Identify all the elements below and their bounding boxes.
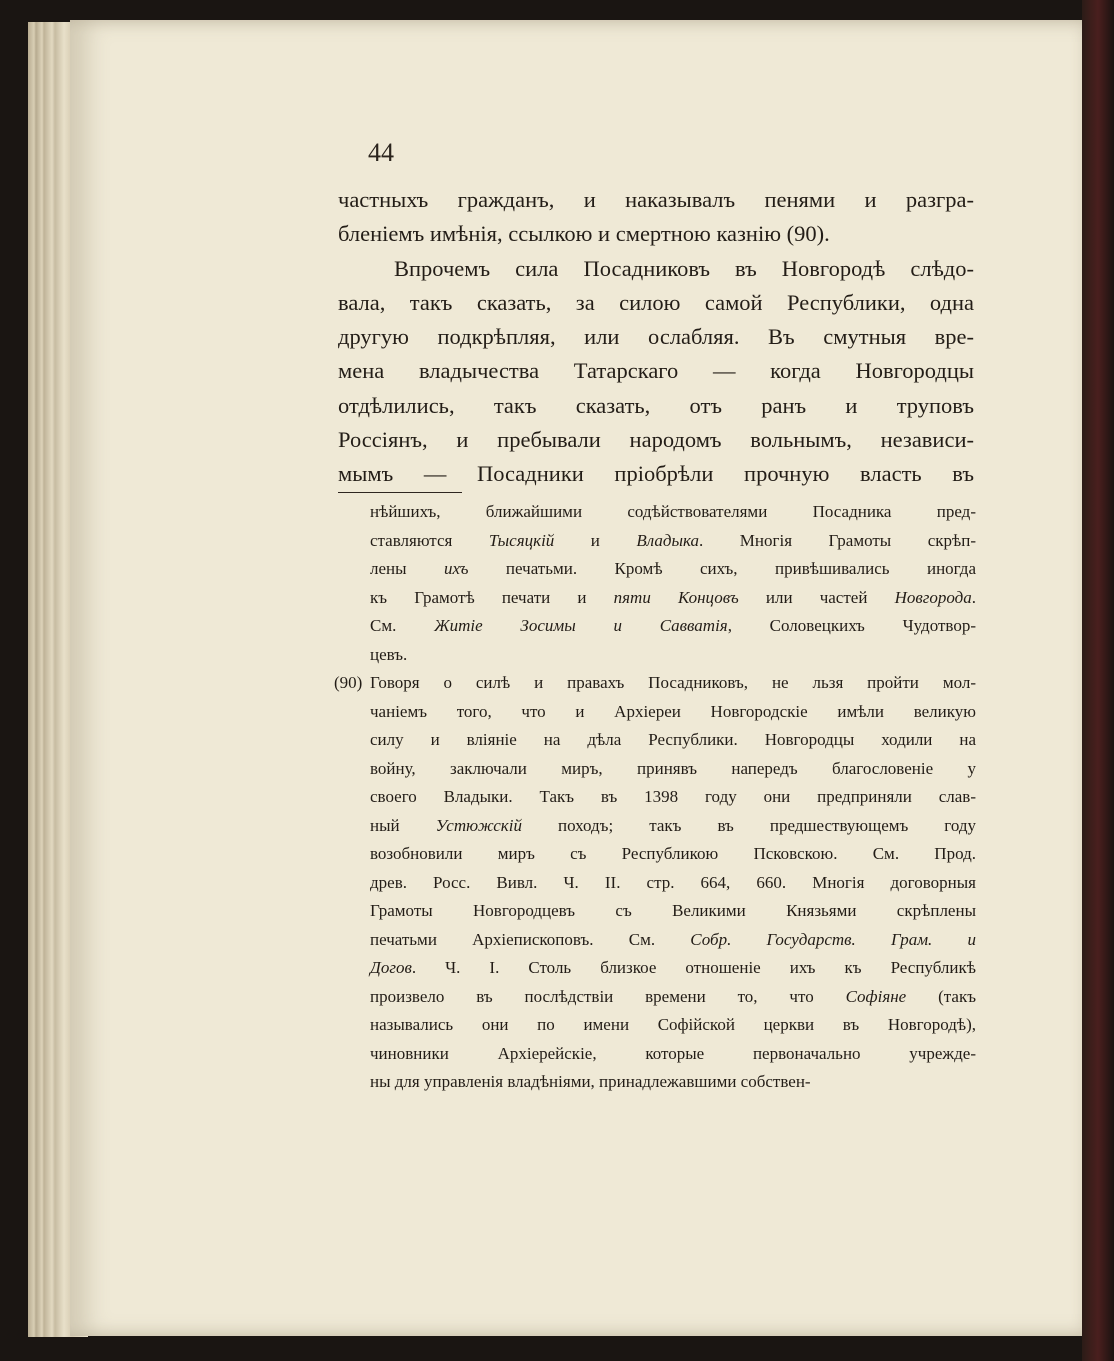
text-segment: (такъ	[906, 986, 976, 1006]
text-segment: Грамоты Новгородцевъ съ Великими Князьями скрѣплены	[370, 901, 976, 920]
footnote-line	[334, 669, 976, 698]
footnote-line	[334, 498, 976, 527]
italic-text: Владыка	[636, 530, 700, 550]
text-segment: древ. Росс. Вивл. Ч. II. стр. 664, 660. Многія договорныя	[370, 872, 976, 892]
main-text-line: бленіемъ имѣнія, ссылкою и смертною казнію (90).	[338, 221, 830, 247]
text-segment: или частей	[738, 587, 895, 607]
main-text-line: вала, такъ сказать, за силою самой Республики, одна	[338, 289, 974, 315]
main-text-line: Впрочемъ сила Посадниковъ въ Новгородѣ слѣдо-	[394, 255, 974, 281]
footnote-line	[334, 1040, 976, 1069]
footnote-line	[334, 641, 976, 670]
text-segment: . Ч. I. Столь близкое отношеніе ихъ къ Республикѣ	[411, 958, 976, 977]
italic-text: Тысяцкій	[488, 530, 555, 550]
footnote-line	[334, 1068, 976, 1097]
text-segment: . Многія Грамоты скрѣп-	[699, 530, 976, 550]
main-text-line: мымъ — Посадники пріобрѣли прочную власть въ	[338, 461, 974, 487]
footnote-line	[334, 983, 976, 1012]
footnote-line	[334, 555, 976, 584]
text-segment: походъ; такъ въ предшествующемъ году	[521, 815, 977, 835]
text-segment: лены	[370, 559, 445, 578]
text-segment: цевъ.	[370, 644, 408, 664]
footnote-line	[334, 1011, 976, 1040]
footnote-90-body	[334, 669, 976, 1097]
text-segment: войну, заключали миръ, принявъ напередъ благословеніе у	[370, 758, 976, 778]
main-text-line: отдѣлились, такъ сказать, отъ ранъ и труповъ	[338, 392, 974, 418]
main-text-line: Россіянъ, и пребывали народомъ вольнымъ, независи-	[338, 427, 974, 453]
italic-text: ихъ	[444, 559, 469, 578]
footnote-line	[334, 698, 976, 727]
page-number: 44	[368, 138, 394, 167]
footnote-rule	[338, 492, 462, 493]
italic-text: Софіяне	[845, 986, 907, 1006]
footnote-line	[334, 584, 976, 613]
footnote-line	[334, 926, 976, 955]
text-segment: произвело въ послѣдствіи времени то, что	[370, 986, 846, 1006]
main-text	[338, 183, 974, 492]
text-segment: возобновили миръ съ Республикою Псковскою. См. Прод.	[370, 844, 976, 863]
italic-text: Житіе Зосимы и Савватія	[434, 616, 728, 635]
footnote-continued	[334, 498, 976, 669]
text-segment: См.	[370, 616, 435, 635]
text-segment: и	[554, 530, 637, 550]
footnotes	[334, 498, 976, 1097]
footnote-line	[334, 897, 976, 926]
main-text-line: другую подкрѣпляя, или ослабляя. Въ смутныя вре-	[338, 324, 974, 350]
italic-text: Новгорода	[894, 587, 972, 607]
text-segment: печатьми. Кромѣ сихъ, привѣшивались иногда	[468, 559, 976, 578]
text-segment: ны для управленія владѣніями, принадлежавшими собствен-	[370, 1072, 811, 1091]
text-segment: .	[971, 587, 976, 607]
main-text-line: мена владычества Татарскаго — когда Новгородцы	[338, 358, 974, 384]
footnote-line	[334, 783, 976, 812]
footnote-line	[334, 869, 976, 898]
footnote-marker: (90)	[334, 673, 363, 692]
text-segment: , Соловецкихъ Чудотвор-	[727, 616, 976, 635]
text-segment: печатьми Архіепископовъ. См.	[370, 929, 691, 949]
text-segment: чиновники Архіерейскіе, которые первоначально учрежде-	[370, 1043, 976, 1063]
book-spine	[1082, 0, 1114, 1361]
footnote-line	[334, 726, 976, 755]
italic-text: пяти Концовъ	[613, 587, 739, 607]
italic-text: Устюжскій	[435, 815, 522, 835]
text-segment: силу и вліяніе на дѣла Республики. Новгородцы ходили на	[370, 730, 976, 749]
footnote-line	[334, 755, 976, 784]
footnote-90	[334, 669, 976, 1097]
footnote-line	[334, 954, 976, 983]
footnote-line	[334, 527, 976, 556]
italic-text: Догов	[370, 958, 412, 977]
footnote-line	[334, 612, 976, 641]
main-text-line: частныхъ гражданъ, и наказывалъ пенями и разгра-	[338, 187, 974, 212]
footnote-line	[334, 840, 976, 869]
text-segment: Говоря о силѣ и правахъ Посадниковъ, не льзя пройти мол-	[370, 673, 976, 692]
text-segment: нѣйшихъ, ближайшими содѣйствователями Посадника пред-	[370, 502, 976, 521]
text-segment: назывались они по имени Софійской церкви въ Новгородѣ),	[370, 1015, 976, 1034]
footnote-line	[334, 812, 976, 841]
text-segment: чаніемъ того, что и Архіереи Новгородскіе имѣли великую	[370, 701, 976, 721]
italic-text: Собр. Государств. Грам. и	[690, 929, 976, 949]
text-segment: ставляются	[370, 530, 489, 550]
text-segment: своего Владыки. Такъ въ 1398 году они предприняли слав-	[370, 787, 976, 806]
text-segment: ный	[370, 815, 436, 835]
text-segment: къ Грамотѣ печати и	[370, 587, 614, 607]
